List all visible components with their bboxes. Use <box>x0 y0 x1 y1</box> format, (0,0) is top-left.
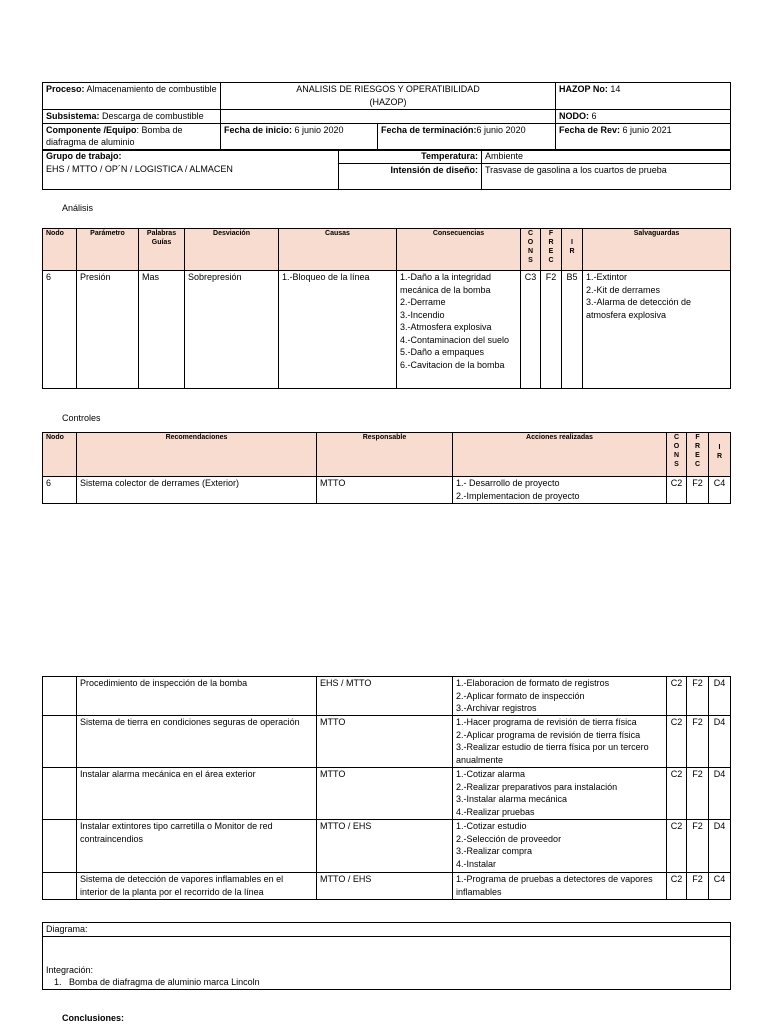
cont-nodo-empty <box>43 820 77 873</box>
cont-responsable: MTTO <box>317 716 453 768</box>
ctl-nodo: 6 <box>43 477 77 504</box>
cont-cons: C2 <box>667 677 687 716</box>
cont-nodo-empty <box>43 873 77 900</box>
hazop-number-cell: HAZOP No: 14 <box>556 83 731 110</box>
cont-responsable: MTTO <box>317 768 453 820</box>
ctl-frec: F2 <box>687 477 709 504</box>
grupo-trabajo-cell: Grupo de trabajo: EHS / MTTO / OP´N / LOGISTICA / ALMACEN <box>43 150 339 190</box>
ctl-acciones: 1.- Desarrollo de proyecto 2.-Implementacion de proyecto <box>453 477 667 504</box>
col-nodo: Nodo <box>43 229 77 271</box>
intension-label: Intensión de diseño: <box>339 163 482 189</box>
cont-frec: F2 <box>687 820 709 873</box>
cont-responsable: EHS / MTTO <box>317 677 453 716</box>
analisis-causas: 1.-Bloqueo de la línea <box>279 271 397 389</box>
ctl-col-nodo: Nodo <box>43 433 77 477</box>
cont-cons: C2 <box>667 768 687 820</box>
col-consecuencias: Consecuencias <box>397 229 521 271</box>
col-palabras: Palabras Guías <box>139 229 185 271</box>
analisis-nodo: 6 <box>43 271 77 389</box>
cont-ir: C4 <box>709 873 731 900</box>
intension-value: Trasvase de gasolina a los cuartos de prueba <box>482 163 731 189</box>
col-frec: F R E C <box>541 229 562 271</box>
analisis-salvaguardas: 1.-Extintor 2.-Kit de derrames 3.-Alarma de detección de atmosfera explosiva <box>583 271 731 389</box>
table-row <box>43 768 731 820</box>
table-row <box>43 477 731 504</box>
analisis-cons: C3 <box>521 271 541 389</box>
col-ir: I R <box>562 229 583 271</box>
cont-recomendacion: Sistema de tierra en condiciones seguras de operación <box>77 716 317 768</box>
diagrama-label: Diagrama: <box>43 923 731 937</box>
cont-frec: F2 <box>687 716 709 768</box>
document-title: ANALISIS DE RIESGOS Y OPERATIBILIDAD (HAZOP) <box>221 83 556 110</box>
cont-acciones: 1.-Hacer programa de revisión de tierra física 2.-Aplicar programa de revisión de tierra física 3.-Realizar estudio de tierra física por un tercero anualmente <box>453 716 667 768</box>
cont-responsable: MTTO / EHS <box>317 873 453 900</box>
col-salvaguardas: Salvaguardas <box>583 229 731 271</box>
cont-acciones: 1.-Elaboracion de formato de registros 2.-Aplicar formato de inspección 3.-Archivar registros <box>453 677 667 716</box>
cont-nodo-empty <box>43 716 77 768</box>
table-row <box>43 873 731 900</box>
cont-ir: D4 <box>709 677 731 716</box>
fecha-rev-cell: Fecha de Rev: 6 junio 2021 <box>556 123 731 150</box>
componente-cell: Componente /Equipo: Bomba de diafragma de aluminio <box>43 123 221 150</box>
col-parametro: Parámetro <box>77 229 139 271</box>
cont-acciones: 1.-Cotizar alarma 2.-Realizar preparativos para instalación 3.-Instalar alarma mecánica 4.-Realizar pruebas <box>453 768 667 820</box>
col-cons: C O N S <box>521 229 541 271</box>
proceso-cell: Proceso: Almacenamiento de combustible <box>43 83 221 110</box>
ctl-col-cons: C O N S <box>667 433 687 477</box>
cont-frec: F2 <box>687 768 709 820</box>
cont-cons: C2 <box>667 873 687 900</box>
col-desviacion: Desviación <box>185 229 279 271</box>
analisis-frec: F2 <box>541 271 562 389</box>
ctl-col-frec: F R E C <box>687 433 709 477</box>
analisis-parametro: Presión <box>77 271 139 389</box>
integracion-item: 1. Bomba de diafragma de aluminio marca Lincoln <box>54 977 260 987</box>
analisis-palabras: Mas <box>139 271 185 389</box>
table-row <box>43 677 731 716</box>
cont-recomendacion: Instalar alarma mecánica en el área exterior <box>77 768 317 820</box>
analisis-label: Análisis <box>62 203 94 213</box>
ctl-ir: C4 <box>709 477 731 504</box>
cont-ir: D4 <box>709 820 731 873</box>
analisis-table <box>42 228 731 389</box>
hazop-header-table <box>42 82 731 151</box>
analisis-desviacion: Sobrepresión <box>185 271 279 389</box>
fecha-inicio-cell: Fecha de inicio: 6 junio 2020 <box>221 123 378 150</box>
ctl-recomendacion: Sistema colector de derrames (Exterior) <box>77 477 317 504</box>
table-row <box>43 716 731 768</box>
cont-ir: D4 <box>709 716 731 768</box>
nodo-cell: NODO: 6 <box>556 110 731 124</box>
cont-recomendacion: Procedimiento de inspección de la bomba <box>77 677 317 716</box>
cont-acciones: 1.-Programa de pruebas a detectores de vapores inflamables <box>453 873 667 900</box>
cont-nodo-empty <box>43 677 77 716</box>
hazop-header-table-2 <box>42 149 731 190</box>
fecha-terminacion-cell: Fecha de terminación:6 junio 2020 <box>378 123 556 150</box>
cont-ir: D4 <box>709 768 731 820</box>
subsistema-cell: Subsistema: Descarga de combustible <box>43 110 221 124</box>
cont-cons: C2 <box>667 716 687 768</box>
ctl-cons: C2 <box>667 477 687 504</box>
integracion-cell <box>43 936 731 989</box>
cont-recomendacion: Instalar extintores tipo carretilla o Monitor de red contraincendios <box>77 820 317 873</box>
cont-nodo-empty <box>43 768 77 820</box>
cont-frec: F2 <box>687 677 709 716</box>
cont-responsable: MTTO / EHS <box>317 820 453 873</box>
cont-recomendacion: Sistema de detección de vapores inflamables en el interior de la planta por el recorrido de la línea <box>77 873 317 900</box>
analisis-consecuencias: 1.-Daño a la integridad mecánica de la bomba 2.-Derrame 3.-Incendio 3.-Atmosfera explosiva 4.-Contaminacion del suelo 5.-Daño a empaques 6.-Cavitacion de la bomba <box>397 271 521 389</box>
controles-label: Controles <box>62 413 101 423</box>
subsistema-empty <box>221 110 556 124</box>
temperatura-label: Temperatura: <box>339 150 482 164</box>
cont-cons: C2 <box>667 820 687 873</box>
diagrama-table <box>42 922 731 990</box>
ctl-col-responsable: Responsable <box>317 433 453 477</box>
table-row <box>43 820 731 873</box>
controles-continuacion-table <box>42 676 731 900</box>
cont-acciones: 1.-Cotizar estudio 2.-Selección de proveedor 3.-Realizar compra 4.-Instalar <box>453 820 667 873</box>
conclusiones-label: Conclusiones: <box>62 1013 125 1023</box>
temperatura-value: Ambiente <box>482 150 731 164</box>
table-row <box>43 271 731 389</box>
col-causas: Causas <box>279 229 397 271</box>
analisis-ir: B5 <box>562 271 583 389</box>
cont-frec: F2 <box>687 873 709 900</box>
integracion-label: Integración: <box>46 964 94 975</box>
ctl-responsable: MTTO <box>317 477 453 504</box>
controles-table <box>42 432 731 504</box>
ctl-col-recomendaciones: Recomendaciones <box>77 433 317 477</box>
ctl-col-ir: I R <box>709 433 731 477</box>
ctl-col-acciones: Acciones realizadas <box>453 433 667 477</box>
